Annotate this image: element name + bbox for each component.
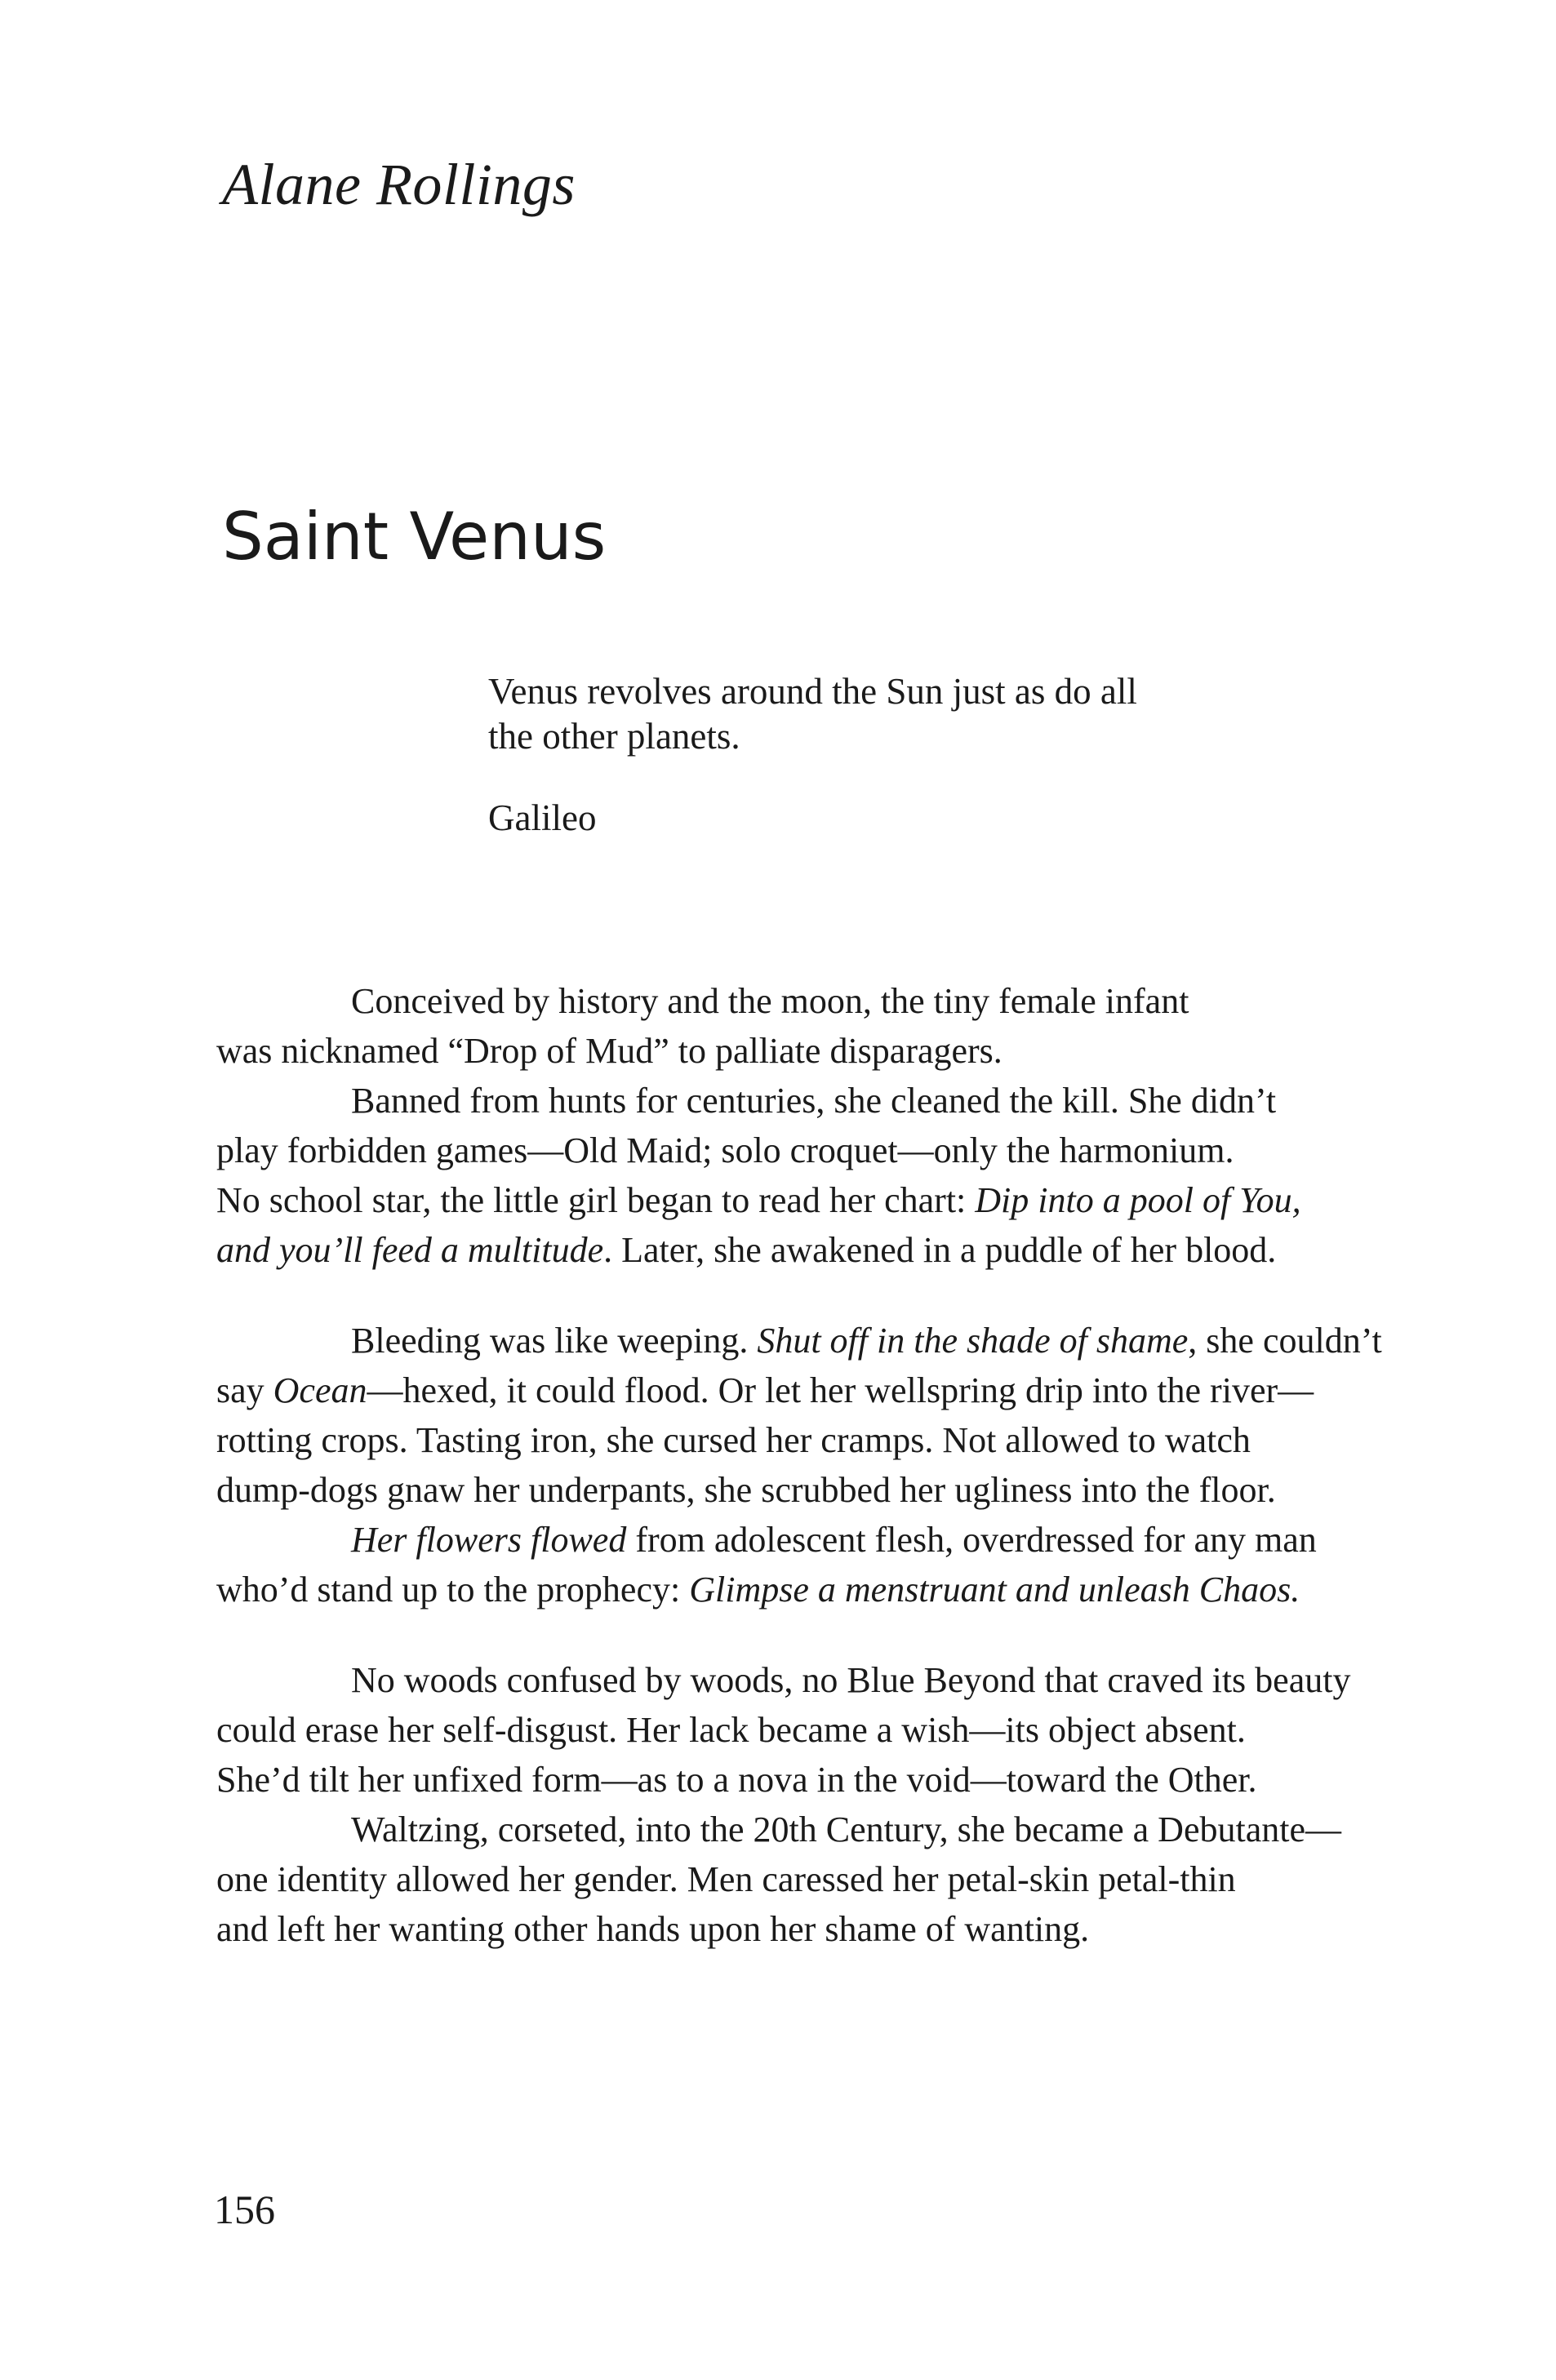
text-run: dump-dogs gnaw her underpants, she scrubbed her ugliness into the floor. xyxy=(216,1470,1276,1510)
text-run: rotting crops. Tasting iron, she cursed her cramps. Not allowed to watch xyxy=(216,1420,1251,1460)
text-run-italic: Her flowers flowed xyxy=(351,1520,627,1560)
stanza-break xyxy=(216,1614,1376,1655)
poem-line xyxy=(216,1225,1376,1275)
poem-line xyxy=(216,1805,1376,1854)
poem-line xyxy=(216,1126,1376,1175)
text-run: Conceived by history and the moon, the tiny female infant xyxy=(351,981,1189,1021)
text-run: —hexed, it could flood. Or let her wellspring drip into the river— xyxy=(367,1370,1314,1410)
text-run: No woods confused by woods, no Blue Beyond that craved its beauty xyxy=(351,1660,1351,1700)
text-run-italic: Glimpse a menstruant and unleash Chaos. xyxy=(689,1570,1300,1610)
stanza-1 xyxy=(216,976,1376,1275)
text-run-italic: Shut off in the shade of shame xyxy=(757,1321,1189,1361)
text-run: from adolescent flesh, overdressed for any man xyxy=(626,1520,1317,1560)
text-run: Bleeding was like weeping. xyxy=(351,1321,758,1361)
text-run: No school star, the little girl began to read her chart: xyxy=(216,1180,976,1220)
epigraph-attribution: Galileo xyxy=(488,797,597,838)
poem-line xyxy=(216,1755,1376,1805)
epigraph-line: Venus revolves around the Sun just as do all xyxy=(488,671,1137,712)
poem-title: Saint Venus xyxy=(222,499,607,575)
poem-line xyxy=(216,1515,1376,1565)
poem-line xyxy=(216,1705,1376,1755)
poem-line xyxy=(216,1316,1382,1365)
text-run: who’d stand up to the prophecy: xyxy=(216,1570,690,1610)
text-run-italic: Dip into a pool of You, xyxy=(975,1180,1301,1220)
stanza-2 xyxy=(216,1316,1382,1614)
text-run: Banned from hunts for centuries, she cleaned the kill. She didn’t xyxy=(351,1081,1277,1121)
text-run: She’d tilt her unfixed form—as to a nova in the void—toward the Other. xyxy=(216,1760,1257,1800)
text-run: say xyxy=(216,1370,273,1410)
poem-line xyxy=(216,1026,1376,1076)
poem-line xyxy=(216,1904,1376,1954)
text-run: , she couldn’t xyxy=(1188,1321,1382,1361)
text-run: play forbidden games—Old Maid; solo croquet—only the harmonium. xyxy=(216,1130,1234,1170)
text-run: and left her wanting other hands upon her shame of wanting. xyxy=(216,1909,1090,1949)
poem-line xyxy=(216,1365,1376,1415)
stanza-break xyxy=(216,1275,1376,1316)
poem-line xyxy=(216,1415,1376,1465)
poem-line xyxy=(216,1565,1376,1614)
poem-line xyxy=(216,1854,1376,1904)
page-number: 156 xyxy=(214,2187,275,2232)
text-run: one identity allowed her gender. Men caressed her petal-skin petal-thin xyxy=(216,1859,1236,1899)
epigraph-line: the other planets. xyxy=(488,716,740,757)
epigraph xyxy=(488,669,1223,841)
poem-line xyxy=(216,1076,1376,1126)
text-run: Waltzing, corseted, into the 20th Century, she became a Debutante— xyxy=(351,1809,1341,1849)
running-head-author: Alane Rollings xyxy=(222,152,576,217)
poem-line xyxy=(216,1175,1376,1225)
text-run: . Later, she awakened in a puddle of her blood. xyxy=(603,1230,1277,1270)
text-run: could erase her self-disgust. Her lack became a wish—its object absent. xyxy=(216,1710,1246,1750)
poem-line xyxy=(216,976,1376,1026)
poem-body xyxy=(216,976,1382,1954)
stanza-3 xyxy=(216,1655,1376,1954)
text-run-italic: Ocean xyxy=(273,1370,367,1410)
poem-line xyxy=(216,1465,1376,1515)
text-run-italic: and you’ll feed a multitude xyxy=(216,1230,604,1270)
poem-line xyxy=(216,1655,1376,1705)
text-run: was nicknamed “Drop of Mud” to palliate disparagers. xyxy=(216,1031,1003,1071)
